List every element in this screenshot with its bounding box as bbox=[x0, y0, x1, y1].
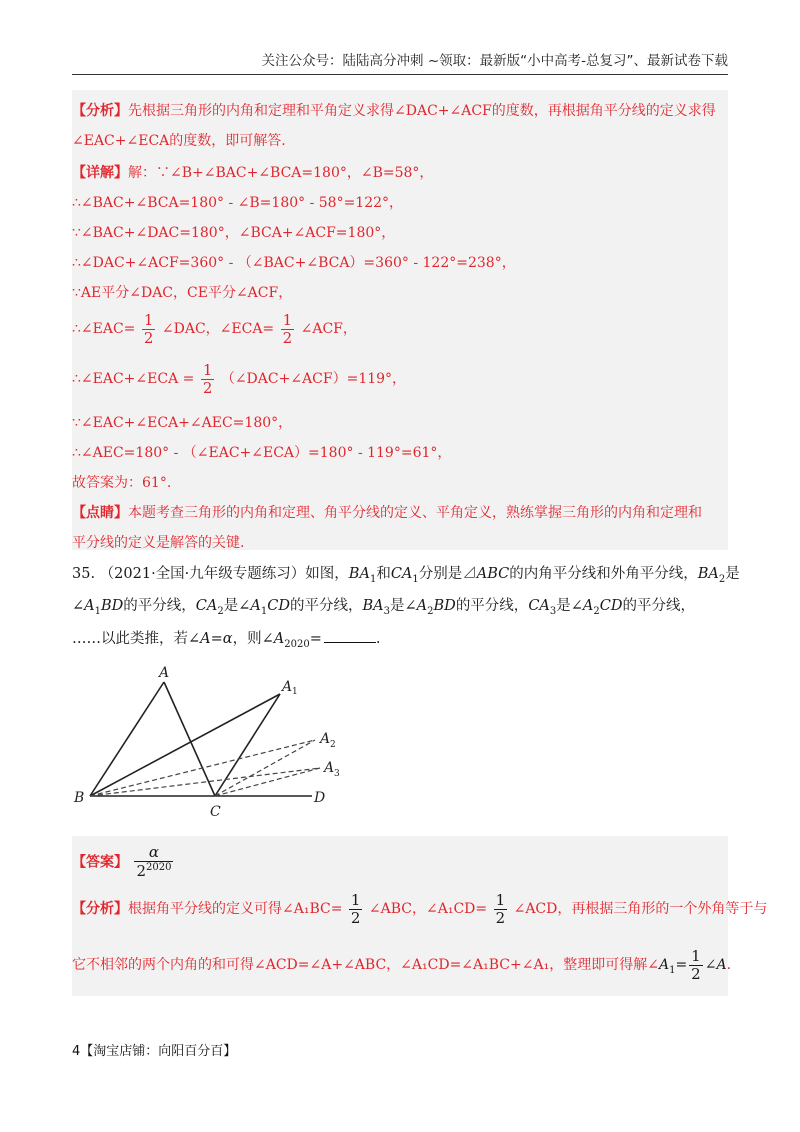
detail-line-6 bbox=[72, 312, 357, 346]
math-sub: 1 bbox=[412, 573, 419, 585]
math-sub: 2 bbox=[427, 605, 434, 617]
line-CA2 bbox=[215, 740, 315, 796]
math-A: A bbox=[250, 598, 261, 614]
detail-6-part-c: ∠ACF， bbox=[300, 321, 357, 337]
half-fraction bbox=[494, 892, 508, 926]
half-fraction bbox=[142, 312, 156, 346]
header-rule bbox=[72, 74, 728, 75]
math-A: A bbox=[200, 631, 211, 647]
text-and-so-on: ……以此类推，若∠ bbox=[72, 631, 201, 647]
fraction-numerator: 1 bbox=[495, 891, 506, 909]
answer-denominator bbox=[134, 862, 173, 880]
detail-line-4: ∴∠DAC+∠ACF=360° - （∠BAC+∠BCA）=360° - 122°=238°， bbox=[72, 255, 516, 271]
page-header: 关注公众号：陆陆高分冲刺 ~领取：最新版“小中高考-总复习”、最新试卷下载 bbox=[261, 53, 728, 69]
solution-box-35 bbox=[72, 836, 768, 996]
detail-tag: 【详解】 bbox=[72, 165, 128, 181]
angle-sign: ∠ bbox=[704, 957, 717, 973]
label-C: C bbox=[210, 804, 221, 820]
label-B: B bbox=[74, 790, 85, 806]
fraction-numerator: 1 bbox=[282, 311, 293, 329]
analysis-35-text-a: 根据角平分线的定义可得∠A₁BC= bbox=[128, 901, 343, 917]
text-is-angle: 是∠ bbox=[556, 598, 583, 614]
detail-line-3: ∵∠BAC+∠DAC=180°，∠BCA+∠ACF=180°， bbox=[72, 225, 396, 241]
equals-sign: = bbox=[675, 957, 688, 973]
math-A: A bbox=[84, 598, 95, 614]
text-is-angle: 是∠ bbox=[390, 598, 417, 614]
math-BA: BA bbox=[348, 566, 370, 582]
detail-line-2: ∴∠BAC+∠BCA=180° - ∠B=180° - 58°=122°， bbox=[72, 195, 404, 211]
fraction-numerator: 1 bbox=[691, 947, 701, 965]
label-A2-sub: 2 bbox=[330, 740, 336, 750]
math-A: A bbox=[416, 598, 428, 614]
analysis-line-1 bbox=[72, 100, 716, 120]
fraction-numerator: 1 bbox=[350, 891, 361, 909]
math-ABC: ABC bbox=[476, 566, 510, 582]
math-BD: BD bbox=[101, 598, 124, 614]
answer-fraction bbox=[134, 844, 173, 879]
label-A1-sub: 1 bbox=[292, 687, 298, 697]
analysis-text-1: 先根据三角形的内角和定理和平角定义求得∠DAC+∠ACF的度数，再根据角平分线的定义求得 bbox=[128, 103, 716, 119]
analysis-35-line-1 bbox=[72, 892, 767, 926]
math-sub: 2020 bbox=[284, 638, 310, 650]
half-fraction bbox=[689, 948, 703, 982]
equals-sign: = bbox=[210, 631, 223, 647]
detail-text-1: 解：∵∠B+∠BAC+∠BCA=180°，∠B=58°， bbox=[128, 165, 434, 181]
math-sub: 2 bbox=[718, 573, 726, 585]
fraction-denominator: 2 bbox=[350, 908, 361, 927]
question-source: （2021·全国·九年级专题练习）如图， bbox=[99, 566, 349, 582]
detail-line-9: ∴∠AEC=180° - （∠EAC+∠ECA）=180° - 119°=61°， bbox=[72, 445, 452, 461]
geometry-diagram bbox=[72, 658, 362, 828]
detail-6-part-a: ∴∠EAC= bbox=[72, 321, 136, 337]
analysis-35-line-2 bbox=[72, 948, 731, 982]
math-A: A bbox=[273, 631, 285, 647]
analysis-35-tag: 【分析】 bbox=[72, 901, 128, 917]
analysis-line-2: ∠EAC+∠ECA的度数，即可解答. bbox=[72, 133, 286, 149]
label-A: A bbox=[159, 665, 170, 681]
text-bisectors: 的内角平分线和外角平分线， bbox=[509, 566, 698, 582]
line-AC bbox=[164, 682, 215, 796]
text-bisector: 的平分线， bbox=[290, 598, 363, 614]
math-CA: CA bbox=[528, 598, 550, 614]
answer-line bbox=[72, 844, 175, 879]
math-A: A bbox=[716, 957, 727, 973]
fraction-numerator: 1 bbox=[202, 361, 213, 379]
label-A1: A bbox=[282, 679, 293, 695]
answer-den-base: 2 bbox=[136, 861, 146, 880]
text-bisector: 的平分线， bbox=[123, 598, 196, 614]
line-BA2 bbox=[90, 740, 315, 796]
math-sub: 2 bbox=[593, 605, 600, 617]
math-BD: BD bbox=[433, 598, 456, 614]
line-BA1 bbox=[90, 694, 280, 796]
fraction-denominator: 2 bbox=[495, 908, 506, 927]
question-35-line-3 bbox=[72, 627, 380, 650]
period: . bbox=[375, 631, 381, 647]
detail-7-part-b: （∠DAC+∠ACF）=119°， bbox=[220, 371, 407, 387]
label-A3: A bbox=[324, 760, 335, 776]
comment-tag: 【点睛】 bbox=[72, 505, 128, 521]
math-sub: 1 bbox=[369, 573, 377, 585]
math-sub: 1 bbox=[260, 605, 268, 617]
math-BA: BA bbox=[362, 598, 384, 614]
solution-box-34 bbox=[72, 90, 728, 550]
question-number: 35. bbox=[72, 566, 96, 582]
math-sub: 1 bbox=[669, 964, 676, 976]
analysis-35-text-b: ∠ABC，∠A₁CD= bbox=[368, 901, 488, 917]
math-sub: 2 bbox=[217, 605, 224, 617]
detail-6-part-b: ∠DAC，∠ECA= bbox=[161, 321, 275, 337]
text-bisector: 的平分线， bbox=[455, 598, 529, 614]
answer-text: 故答案为：61°. bbox=[72, 475, 172, 491]
math-sub: 1 bbox=[94, 605, 102, 617]
text-are: 分别是⊿ bbox=[418, 566, 477, 582]
text-is: 是 bbox=[725, 566, 740, 582]
math-CA: CA bbox=[390, 566, 413, 582]
math-CD: CD bbox=[599, 598, 623, 614]
answer-tag: 【答案】 bbox=[72, 854, 128, 871]
fraction-numerator: 1 bbox=[143, 311, 154, 329]
label-A3-sub: 3 bbox=[334, 769, 340, 779]
math-CA: CA bbox=[195, 598, 218, 614]
math-CD: CD bbox=[267, 598, 290, 614]
half-fraction bbox=[281, 312, 295, 346]
text-and: 和 bbox=[376, 566, 391, 582]
comment-line-2: 平分线的定义是解答的关键. bbox=[72, 535, 245, 551]
period: . bbox=[726, 957, 732, 973]
fraction-denominator: 2 bbox=[143, 328, 154, 347]
analysis-35-text-c: ∠ACD，再根据三角形的一个外角等于与 bbox=[513, 901, 768, 917]
label-D: D bbox=[314, 790, 326, 806]
text-bisector: 的平分线， bbox=[622, 598, 696, 614]
answer-den-exp: 2020 bbox=[146, 861, 172, 873]
fraction-denominator: 2 bbox=[691, 964, 701, 983]
comment-line-1 bbox=[72, 502, 702, 522]
detail-line-5: ∵AE平分∠DAC，CE平分∠ACF， bbox=[72, 285, 293, 301]
equals-sign: = bbox=[309, 631, 322, 647]
answer-blank bbox=[324, 642, 376, 643]
text-is-angle: 是∠ bbox=[223, 598, 251, 614]
angle-sign: ∠ bbox=[72, 598, 85, 614]
math-sub: 3 bbox=[549, 605, 557, 617]
comment-text-1: 本题考查三角形的内角和定理、角平分线的定义、平角定义，熟练掌握三角形的内角和定理和 bbox=[128, 505, 702, 521]
detail-7-part-a: ∴∠EAC+∠ECA = bbox=[72, 371, 195, 387]
question-35-line-2 bbox=[72, 594, 695, 617]
analysis-35-text-d: 它不相邻的两个内角的和可得∠ACD=∠A+∠ABC，∠A₁CD=∠A₁BC+∠A₁，整理即可得解∠ bbox=[72, 957, 659, 973]
fraction-denominator: 2 bbox=[202, 378, 213, 397]
fraction-denominator: 2 bbox=[282, 328, 293, 347]
label-A2: A bbox=[320, 731, 331, 747]
math-sub: 3 bbox=[383, 605, 391, 617]
question-35-line-1 bbox=[72, 562, 740, 585]
math-A: A bbox=[658, 957, 670, 973]
analysis-tag: 【分析】 bbox=[72, 103, 128, 119]
page-footer: 4【淘宝店铺：向阳百分百】 bbox=[72, 1044, 237, 1059]
math-alpha: α bbox=[222, 631, 233, 647]
detail-line-8: ∵∠EAC+∠ECA+∠AEC=180°， bbox=[72, 415, 293, 431]
math-BA: BA bbox=[697, 566, 719, 582]
answer-numerator: α bbox=[134, 844, 173, 862]
half-fraction bbox=[349, 892, 363, 926]
line-BA bbox=[90, 682, 164, 796]
math-A: A bbox=[582, 598, 594, 614]
detail-line-7 bbox=[72, 362, 406, 396]
half-fraction bbox=[201, 362, 215, 396]
detail-line-1 bbox=[72, 162, 433, 182]
text-then: ，则∠ bbox=[232, 631, 274, 647]
